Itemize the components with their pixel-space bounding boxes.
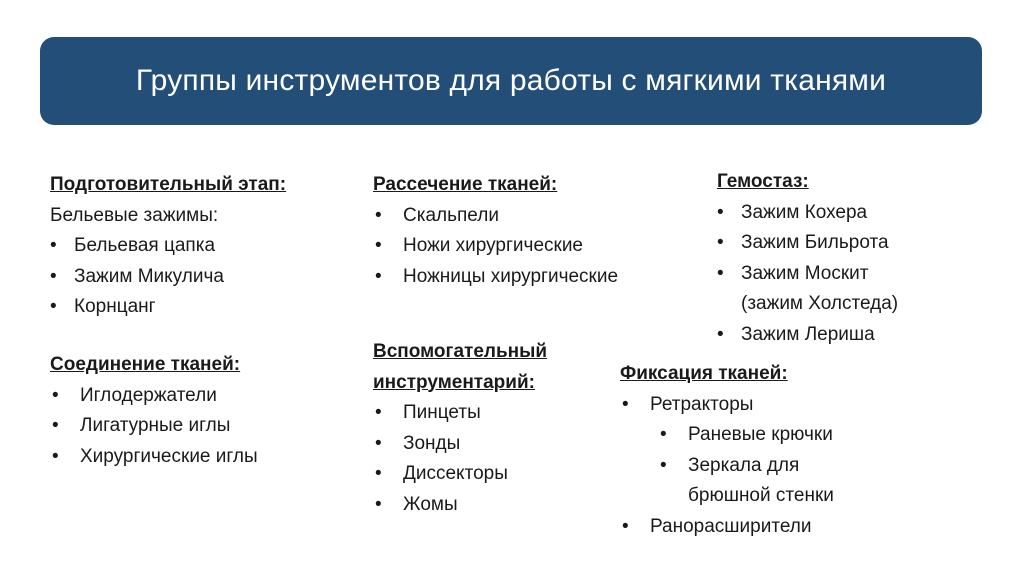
- list-item: • Хирургические иглы: [50, 442, 258, 473]
- list-item: • Зонды: [373, 429, 547, 460]
- dissect-section: [373, 170, 618, 292]
- fix-heading: Фиксация тканей:: [620, 363, 788, 384]
- hemo-section: [717, 167, 898, 350]
- list-item: • Скальпели: [373, 201, 618, 232]
- aux-list: [373, 398, 547, 520]
- hemo-list: [717, 198, 898, 351]
- sublist-item: • Раневые крючки: [658, 420, 834, 451]
- fix-section: [620, 359, 834, 542]
- prep-section: [50, 170, 286, 323]
- list-item: • Зажим Кохера: [717, 198, 898, 229]
- list-item: • Ножи хирургические: [373, 231, 618, 262]
- list-item-continuation: (зажим Холстеда): [741, 293, 899, 314]
- aux-heading-line1: Вспомогательный: [373, 341, 548, 362]
- prep-subtitle: Бельевые зажимы:: [50, 204, 219, 226]
- aux-section: [373, 337, 547, 520]
- slide-title: Группы инструментов для работы с мягкими тканями: [135, 64, 887, 97]
- sublist-item-line2: брюшной стенки: [688, 485, 834, 506]
- list-item: • Ножницы хирургические: [373, 262, 618, 293]
- aux-heading-line2: инструментарий:: [373, 371, 535, 393]
- dissect-heading: Рассечение тканей:: [373, 174, 558, 195]
- list-item: • Пинцеты: [373, 398, 547, 429]
- list-item: • Иглодержатели: [50, 381, 258, 412]
- title-banner: [40, 37, 982, 125]
- list-item: • Зажим Лериша: [717, 320, 898, 351]
- fix-sublist: [620, 420, 834, 512]
- list-item: • Лигатурные иглы: [50, 411, 258, 442]
- list-item: • Корнцанг: [50, 292, 286, 323]
- list-item: • Зажим Микулича: [50, 262, 286, 293]
- prep-list: [50, 231, 286, 323]
- list-item: • Зажим Бильрота: [717, 228, 898, 259]
- list-item: • Зажим Москит: [717, 259, 898, 290]
- list-item: • Ранорасширители: [620, 512, 834, 543]
- connect-heading: Соединение тканей:: [50, 354, 241, 375]
- list-item: • Диссекторы: [373, 459, 547, 490]
- sublist-item: [658, 451, 834, 512]
- fix-list: [620, 390, 834, 421]
- list-item: • Жомы: [373, 490, 547, 521]
- hemo-heading: Гемостаз:: [717, 171, 809, 192]
- sublist-item-line1: Зеркала для: [688, 454, 800, 476]
- connect-section: [50, 350, 258, 472]
- fix-list-2: [620, 512, 834, 543]
- list-item: • Бельевая цапка: [50, 231, 286, 262]
- list-item: • Ретракторы: [620, 390, 834, 421]
- connect-list: [50, 381, 258, 473]
- dissect-list: [373, 201, 618, 293]
- prep-heading: Подготовительный этап:: [50, 174, 287, 195]
